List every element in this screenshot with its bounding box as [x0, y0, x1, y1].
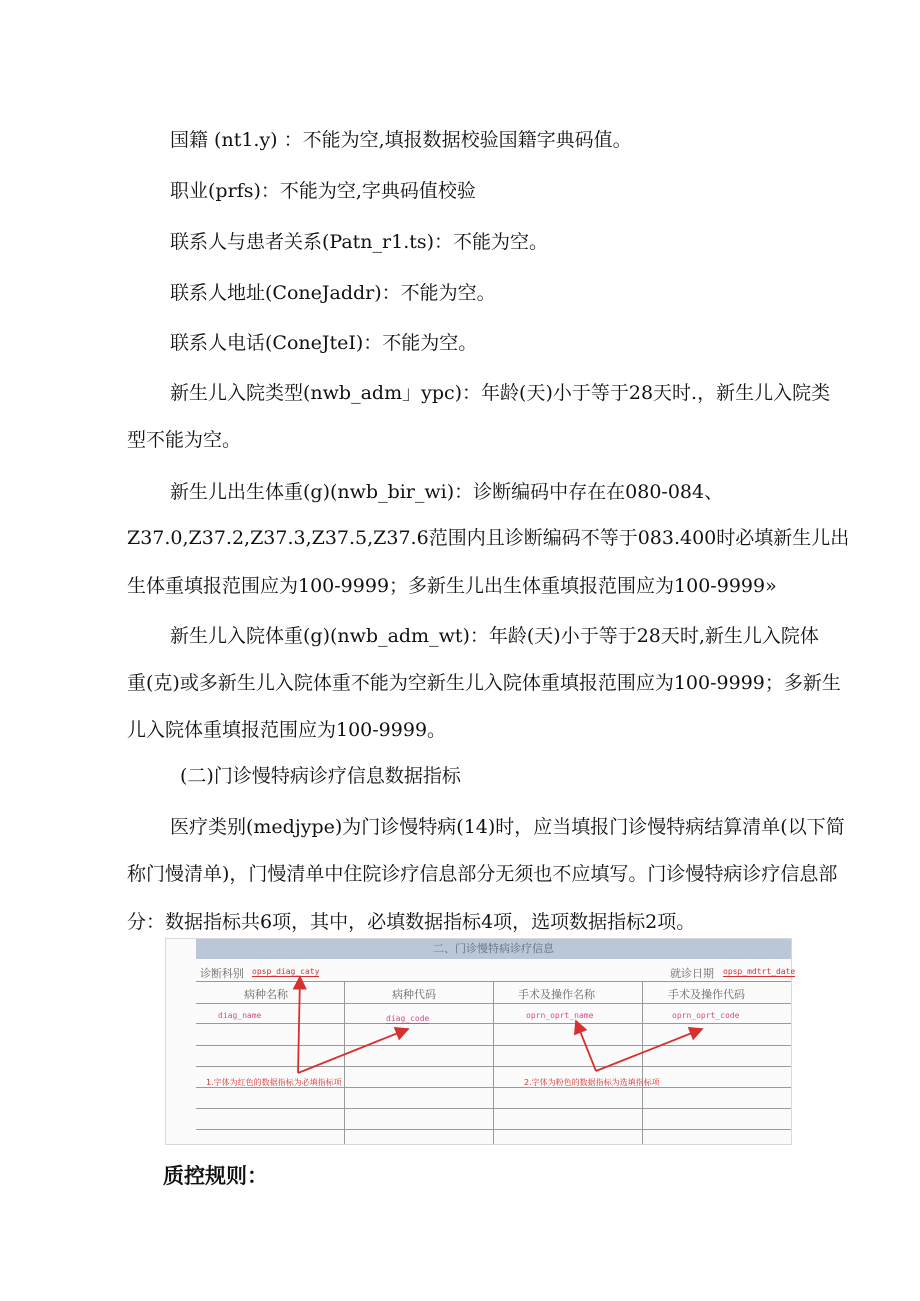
arrow-to-oprn-name	[576, 1021, 596, 1071]
quality-control-heading: 质控规则：	[163, 1164, 268, 1188]
date-label: 就诊日期	[670, 967, 714, 980]
para-contact-address: 联系人地址(ConeJaddr)：不能为空。	[170, 282, 496, 304]
para-birth-weight-line1: 新生儿出生体重(g)(nwb_bir_wi)：诊断编码中存在在080-084、	[170, 481, 724, 503]
col-header-procedure-name: 手术及操作名称	[518, 988, 595, 1001]
annotation-arrows	[196, 959, 791, 1144]
para-medtype-line2: 称门慢清单)，门慢清单中住院诊疗信息部分无须也不应填写。门诊慢特病诊疗信息部	[127, 863, 838, 885]
section-subheading: (二)门诊慢特病诊疗信息数据指标	[180, 765, 461, 787]
arrow-to-dept	[298, 977, 300, 1073]
para-admit-weight-line2: 重(克)或多新生儿入院体重不能为空新生儿入院体重填报范围应为100-9999；多新生	[127, 672, 841, 694]
para-newborn-type-line2: 型不能为空。	[127, 429, 242, 451]
col-header-procedure-code: 手术及操作代码	[668, 988, 745, 1001]
para-admit-weight-line1: 新生儿入院体重(g)(nwb_adm_wt)：年龄(天)小于等于28天时,新生儿入院体	[170, 625, 819, 647]
dept-label: 诊断科别	[200, 967, 244, 980]
figure-table	[196, 959, 796, 1144]
col-header-disease-name: 病种名称	[244, 988, 288, 1001]
note-required: 1.字体为红色的数据指标为必填指标项	[206, 1078, 342, 1087]
date-code: opsp_mdtrt_date	[723, 967, 796, 976]
outpatient-info-figure	[165, 938, 796, 1145]
arrow-to-diag-code	[298, 1029, 408, 1073]
para-admit-weight-line3: 儿入院体重填报范围应为100-9999。	[127, 719, 447, 741]
col-header-disease-code: 病种代码	[392, 988, 436, 1001]
para-contact-phone: 联系人电话(ConeJteI)：不能为空。	[170, 332, 478, 354]
arrow-to-oprn-code	[596, 1029, 702, 1071]
figure-title: 二、门诊慢特病诊疗信息	[196, 939, 791, 959]
para-medtype-line1: 医疗类别(medjype)为门诊慢特病(14)时，应当填报门诊慢特病结算清单(以下简	[170, 816, 845, 838]
dept-code: opsp_diag_caty	[252, 967, 320, 976]
code-oprn-code: oprn_oprt_code	[672, 1011, 740, 1020]
para-occupation: 职业(prfs)：不能为空,字典码值校验	[170, 180, 476, 202]
para-nationality: 国籍 (nt1.y) ：不能为空,填报数据校验国籍字典码值。	[170, 129, 632, 151]
note-optional: 2.字体为粉色的数据指标为选填指标项	[524, 1078, 660, 1087]
code-diag-code: diag_code	[386, 1014, 430, 1023]
para-contact-relation: 联系人与患者关系(Patn_r1.ts)：不能为空。	[170, 231, 549, 253]
code-diag-name: diag_name	[218, 1011, 262, 1020]
para-newborn-type-line1: 新生儿入院类型(nwb_adm」ypc)：年龄(天)小于等于28天时.，新生儿入院类	[170, 382, 831, 404]
para-birth-weight-line3: 生体重填报范围应为100-9999；多新生儿出生体重填报范围应为100-9999»	[127, 575, 777, 597]
para-birth-weight-line2: Z37.0,Z37.2,Z37.3,Z37.5,Z37.6范围内且诊断编码不等于083.400时必填新生儿出	[127, 527, 850, 549]
para-medtype-line3: 分：数据指标共6项，其中，必填数据指标4项，选项数据指标2项。	[127, 911, 696, 933]
code-oprn-name: oprn_oprt_name	[526, 1011, 594, 1020]
